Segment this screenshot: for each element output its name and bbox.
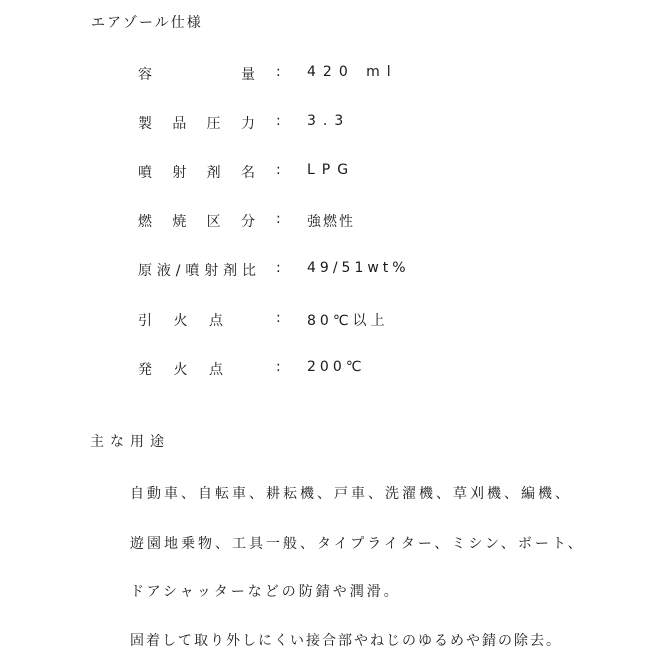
aerosol-spec-heading: エアゾール仕様 [91,15,203,31]
spec-value: LPG [307,162,356,178]
usage-line: 固着して取り外しにくい接合部やねじのゆるめや錆の除去。 [130,633,562,649]
spec-value: 200℃ [307,359,366,375]
spec-colon: : [276,113,281,129]
spec-colon: : [276,310,281,326]
spec-colon: : [276,162,281,178]
spec-value: 強燃性 [307,214,355,230]
spec-colon: : [276,359,281,375]
spec-row-flash-point [0,310,652,332]
spec-value: 3.3 [307,113,351,129]
spec-row-propellant [0,162,652,184]
spec-row-ignition-point [0,359,652,381]
spec-label: 噴射剤名 [138,165,256,181]
spec-value: 420 ml [307,64,398,80]
spec-value: 80℃以上 [307,313,389,329]
spec-row-ratio [0,260,652,282]
spec-label: 引火点 [138,313,224,329]
usage-line: 自動車、自転車、耕耘機、戸車、洗濯機、草刈機、編機、 [130,486,572,502]
usage-line: 遊園地乗物、工具一般、タイプライター、ミシン、ボート、 [130,536,585,552]
spec-value: 49/51wt% [307,260,410,276]
spec-colon: : [276,260,281,276]
spec-row-capacity [0,64,652,86]
spec-colon: : [276,64,281,80]
spec-label: 発火点 [138,362,224,378]
spec-row-combustion [0,211,652,233]
spec-row-pressure [0,113,652,135]
usage-line: ドアシャッターなどの防錆や潤滑。 [130,584,401,600]
main-usage-heading: 主な用途 [90,434,170,450]
spec-label: 製品圧力 [138,116,256,132]
spec-label: 燃焼区分 [138,214,256,230]
spec-label: 原液/噴射剤比 [138,263,256,279]
spec-colon: : [276,211,281,227]
spec-label: 容量 [138,67,256,83]
